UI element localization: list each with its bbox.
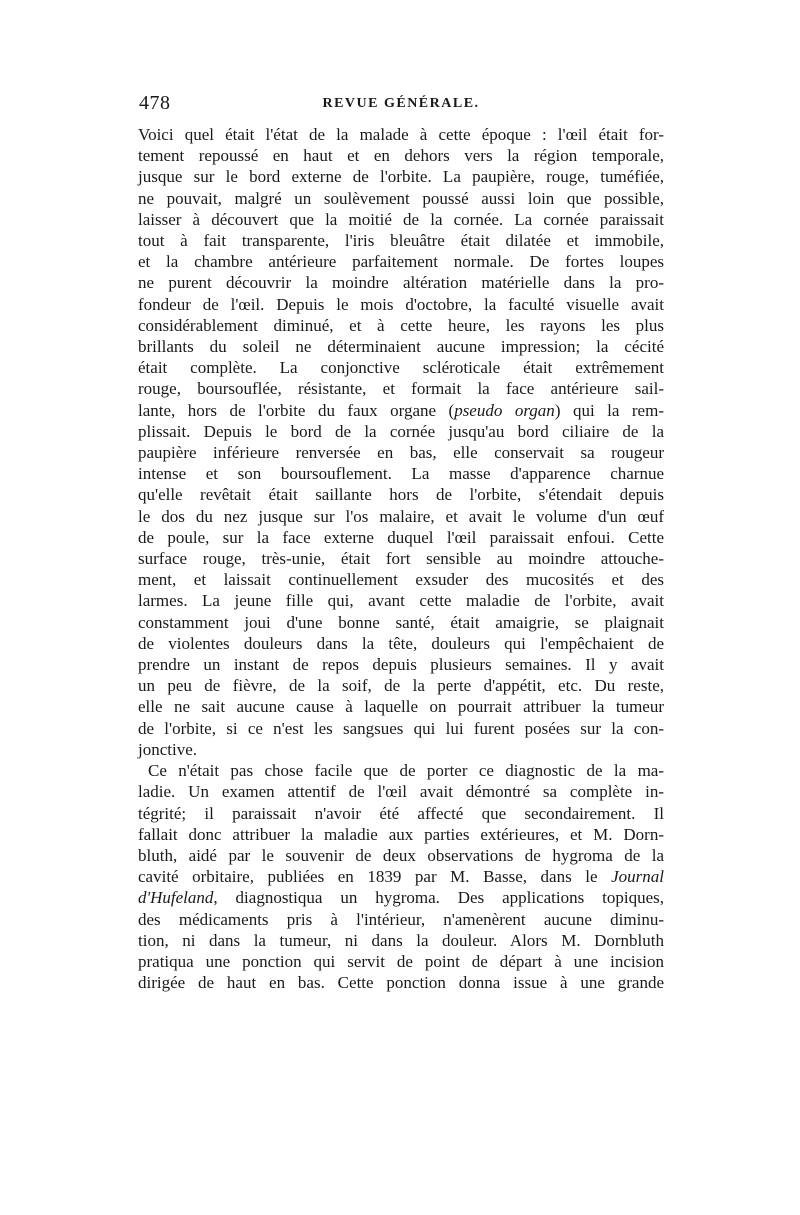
text-line: et la chambre antérieure parfaitement normale. De fortes loupes bbox=[138, 252, 664, 272]
page-number: 478 bbox=[139, 92, 171, 114]
text-line: le dos du nez jusque sur l'os malaire, et avait le volume d'un œuf bbox=[138, 506, 664, 526]
text-line: plissait. Depuis le bord de la cornée jusqu'au bord ciliaire de la bbox=[138, 421, 664, 441]
text-line: ment, et laissait continuellement exsuder des mucosités et des bbox=[138, 570, 664, 590]
text-line: laisser à découvert que la moitié de la cornée. La cornée paraissait bbox=[138, 209, 664, 229]
text-line: fallait donc attribuer la maladie aux parties extérieures, et M. Dorn- bbox=[138, 824, 664, 844]
text-segment: cavité orbitaire, publiées en 1839 par M. Basse, dans le bbox=[138, 867, 612, 887]
text-line-with-italic bbox=[138, 400, 664, 421]
text-line: jonctive. bbox=[138, 739, 198, 759]
text-line: bluth, aidé par le souvenir de deux observations de hygroma de la bbox=[138, 845, 664, 865]
text-line: tement repoussé en haut et en dehors vers la région temporale, bbox=[138, 146, 664, 166]
text-line: rouge, boursouflée, résistante, et formait la face antérieure sail- bbox=[138, 379, 664, 399]
body-text bbox=[138, 124, 664, 993]
italic-term: pseudo organ bbox=[454, 400, 555, 420]
text-line: des médicaments pris à l'intérieur, n'amenèrent aucune diminu- bbox=[138, 909, 664, 929]
text-line: tion, ni dans la tumeur, ni dans la douleur. Alors M. Dornbluth bbox=[138, 930, 664, 950]
book-page bbox=[138, 92, 664, 993]
text-line: tout à fait transparente, l'iris bleuâtre était dilatée et immobile, bbox=[138, 231, 664, 251]
text-line: elle ne sait aucune cause à laquelle on pourrait attribuer la tumeur bbox=[138, 697, 664, 717]
paragraph-1 bbox=[138, 124, 664, 760]
running-title: REVUE GÉNÉRALE. bbox=[322, 96, 480, 111]
text-line: jusque sur le bord externe de l'orbite. La paupière, rouge, tuméfiée, bbox=[138, 167, 664, 187]
italic-term: d'Hufeland bbox=[138, 888, 214, 908]
text-line: prendre un instant de repos depuis plusieurs semaines. Il y avait bbox=[138, 655, 664, 675]
text-line: intense et son boursouflement. La masse d'apparence charnue bbox=[138, 464, 664, 484]
running-head bbox=[138, 92, 664, 120]
text-segment: lante, hors de l'orbite du faux organe ( bbox=[138, 400, 455, 420]
text-line: Voici quel était l'état de la malade à cette époque : l'œil était for- bbox=[138, 125, 664, 144]
text-line: constamment joui d'une bonne santé, était amaigrie, se plaignait bbox=[138, 612, 664, 632]
text-line: paupière inférieure renversée en bas, elle conservait sa rougeur bbox=[138, 443, 664, 463]
text-line: ladie. Un examen attentif de l'œil avait démontré sa complète in- bbox=[138, 782, 664, 802]
text-line: ne pouvait, malgré un soulèvement poussé aussi loin que possible, bbox=[138, 188, 664, 208]
text-line: surface rouge, très-unie, était fort sensible au moindre attouche- bbox=[138, 549, 664, 569]
text-line: larmes. La jeune fille qui, avant cette maladie de l'orbite, avait bbox=[138, 591, 664, 611]
text-line: de poule, sur la face externe duquel l'œil paraissait enfoui. Cette bbox=[138, 527, 664, 547]
text-line: de violentes douleurs dans la tête, douleurs qui l'empêchaient de bbox=[138, 633, 664, 653]
text-line: ne purent découvrir la moindre altération matérielle dans la pro- bbox=[138, 273, 664, 293]
text-line-with-italic bbox=[138, 866, 664, 887]
text-line: fondeur de l'œil. Depuis le mois d'octobre, la faculté visuelle avait bbox=[138, 294, 664, 314]
text-line: pratiqua une ponction qui servit de point de départ à une incision bbox=[138, 951, 664, 971]
text-line: Ce n'était pas chose facile que de porter ce diagnostic de la ma- bbox=[148, 761, 664, 781]
text-line: de l'orbite, si ce n'est les sangsues qui lui furent posées sur la con- bbox=[138, 718, 664, 738]
paragraph-2 bbox=[138, 760, 664, 993]
text-line: qu'elle revêtait était saillante hors de l'orbite, s'étendait depuis bbox=[138, 485, 664, 505]
text-line-with-italic bbox=[138, 887, 664, 908]
text-line: brillants du soleil ne déterminaient aucune impression; la cécité bbox=[138, 337, 664, 357]
text-segment: ) qui la rem- bbox=[554, 400, 664, 420]
italic-term: Journal bbox=[611, 867, 664, 887]
text-line: dirigée de haut en bas. Cette ponction donna issue à une grande bbox=[138, 973, 664, 993]
text-line: tégrité; il paraissait n'avoir été affecté que secondairement. Il bbox=[138, 803, 664, 823]
text-line: un peu de fièvre, de la soif, de la perte d'appétit, etc. Du reste, bbox=[138, 676, 664, 696]
text-line: était complète. La conjonctive scléroticale était extrêmement bbox=[138, 358, 664, 378]
text-line: considérablement diminué, et à cette heure, les rayons les plus bbox=[138, 315, 664, 335]
text-segment: , diagnostiqua un hygroma. Des applications topiques, bbox=[213, 888, 664, 908]
